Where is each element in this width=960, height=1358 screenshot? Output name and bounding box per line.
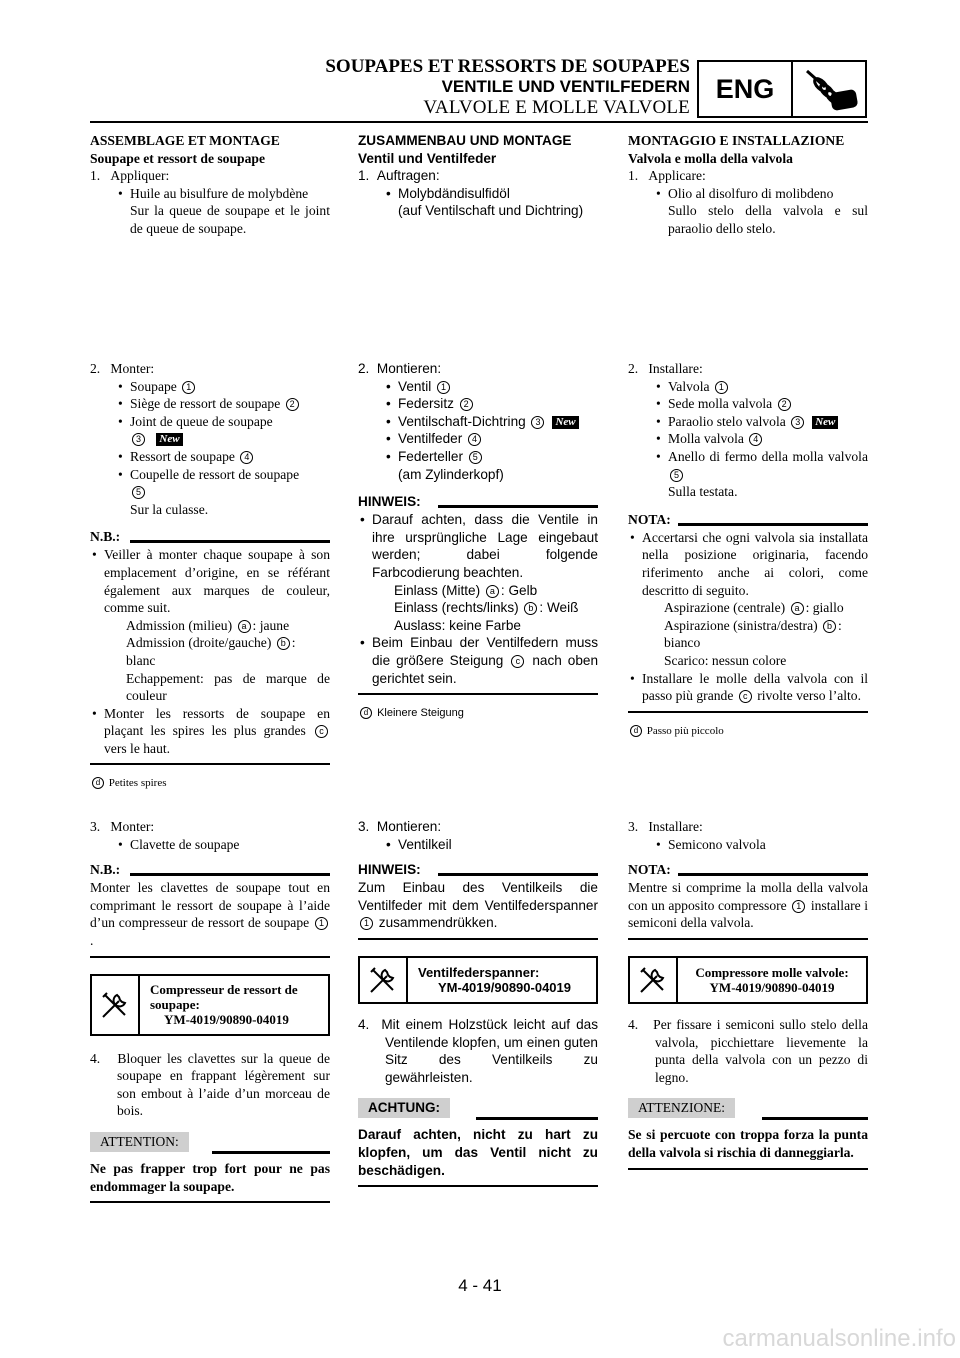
de-note-1: • Darauf achten, dass die Ventile in ihre ursprüngliche Lage eingebaut werden; dabei folgende Farbcodierung beachten. [358,511,598,581]
fr-note-1-exhaust: Echappement: pas de marque de couleur [126,670,330,704]
it-step-2-item-1: • Valvola 1 [628,378,868,396]
watermark: carmanualsonline.info [722,1325,956,1352]
fr-note-end-rule [90,763,330,765]
de-note-header: HINWEIS: [358,493,598,511]
fr-title: ASSEMBLAGE ET MONTAGE [90,133,280,148]
fr-step-2-item-1: • Soupape 1 [90,378,330,396]
header-title-it: VALVOLE E MOLLE VALVOLE [423,97,690,118]
de-step-2-item-3: • Ventilschaft-Dichtring 3 New [358,413,598,431]
page-number: 4 - 41 [458,1276,502,1295]
it-note-2: • Installare le molle della valvola con il passo più grande c rivolte verso l’alto. [628,670,868,705]
de-note-3: Zum Einbau des Ventilkeils die Ventilfeder mit dem Ventilfederspanner 1 zusammendrükken. [358,880,598,931]
fr-attention-header: ATTENTION: [90,1132,330,1152]
fr-note-3-header: N.B.: [90,861,330,879]
de-step-2-item-5: • Federteller 5 [358,448,598,466]
de-note-1-intake-side: Einlass (rechts/links) b : Weiß [394,600,579,616]
it-attention-body: Se si percuote con troppa forza la punta della valvola si rischia di danneggiarla. [628,1127,868,1160]
it-note-1-intake-side: Aspirazione (sinistra/destra) b : [664,617,842,633]
it-step-2-item-2: • Sede molla valvola 2 [628,395,868,413]
fr-step-2: 2. Monter: [90,361,155,376]
de-note-3-header: HINWEIS: [358,861,598,879]
fr-special-tool-box [90,974,330,1036]
fr-footnote: d Petites spires [90,775,330,793]
new-part-badge: New [812,416,838,429]
fr-step-3-item: • Clavette de soupape [90,836,330,854]
it-note-1-intake-side-color: bianco [664,635,701,651]
it-note-3: Mentre si comprime la molla della valvola con un apposito compressore 1 installare i semiconi della valvola. [628,880,869,931]
de-subtitle: Ventil und Ventilfeder [358,150,497,166]
header-rule [90,121,868,123]
de-step-4: 4. Mit einem Holzstück leicht auf das Ventilende klopfen, um einen guten Sitz des Ventilkeils zu gewährleisten. [358,1016,598,1085]
de-step-3-item: • Ventilkeil [358,836,598,854]
fr-attention-end-rule [90,1201,330,1203]
new-part-badge: New [156,433,182,446]
fr-step-2-item-5: • Coupelle de ressort de soupape 5 [90,466,330,501]
section-header [325,56,690,118]
it-note-1-intake-mid: Aspirazione (centrale) a : giallo [664,600,844,616]
fr-note-header: N.B.: [90,528,330,546]
it-note-header: NOTA: [628,511,868,529]
it-step-1: 1. Applicare: [628,168,706,184]
new-part-badge: New [552,416,578,429]
de-step-2-item-2: • Federsitz 2 [358,395,598,413]
de-attention-end-rule [358,1185,598,1187]
fr-note-1-intake-side: Admission (droite/gauche) b : [126,635,296,651]
it-attention-end-rule [628,1168,868,1170]
it-footnote: d Passo più piccolo [628,723,868,741]
header-title-fr: SOUPAPES ET RESSORTS DE SOUPAPES [325,56,690,77]
wrench-icon [360,958,408,1002]
language-badge [697,60,867,118]
it-attention-header: ATTENZIONE: [628,1098,868,1118]
it-title: MONTAGGIO E INSTALLAZIONE [628,133,845,148]
fr-step-2-detail: Sur la culasse. [130,501,209,517]
it-note-1: • Accertarsi che ogni valvola sia installata nella posizione originaria, facendo riferimento anche ai colori, come descritto di seguito. [628,529,868,599]
it-step-2-item-3: • Paraolio stelo valvola 3 New [628,413,868,431]
it-special-tool-box [628,956,868,1004]
wrench-icon [92,976,140,1034]
fr-note-1: • Veiller à monter chaque soupape à son emplacement d’origine, en se référant également aux marques de couleur, comme suit. [90,546,330,616]
it-step-2-detail: Sulla testata. [668,484,738,500]
it-note-3-header: NOTA: [628,861,868,879]
de-attention-header: ACHTUNG: [358,1098,598,1118]
fr-tool-label: Compresseur de ressort de soupape: YM-4019/90890-04019 [150,982,298,1028]
it-note-1-exhaust: Scarico: nessun colore [664,652,787,668]
it-subtitle: Valvola e molla della valvola [628,150,793,166]
de-note-2: • Beim Einbau der Ventilfedern muss die größere Steigung c nach oben gerichtet sein. [358,634,598,687]
fr-step-2-item-4: • Ressort de soupape 4 [90,448,330,466]
it-step-2: 2. Installare: [628,361,703,376]
fr-note-3: Monter les clavettes de soupape tout en comprimant le ressort de soupape à l’aide d’un compresseur de ressort de soupape 1. [90,880,330,948]
it-note-end-rule [628,711,868,713]
de-tool-label: Ventilfederspanner: YM-4019/90890-04019 [418,964,571,995]
fr-step-1-item: • Huile au bisulfure de molybdène [90,185,330,203]
fr-note-1-intake-mid: Admission (milieu) a : jaune [126,617,290,633]
de-title: ZUSAMMENBAU UND MONTAGE [358,133,572,148]
de-step-2-detail: (am Zylinderkopf) [398,466,504,482]
fr-step-1-detail: Sur la queue de soupape et le joint de queue de soupape. [130,203,330,236]
it-step-4: 4. Per fissare i semiconi sullo stelo della valvola, picchiettare lievemente la punta della valvola con un pezzo di legno. [628,1016,868,1085]
fr-step-3: 3. Monter: [90,819,155,834]
de-step-2: 2. Montieren: [358,361,442,376]
language-label: ENG [699,62,793,116]
it-step-3-item: • Semicono valvola [628,836,868,854]
de-note-end-rule [358,693,598,695]
de-step-3: 3. Montieren: [358,819,442,834]
fr-subtitle: Soupape et ressort de soupape [90,150,265,166]
de-note-1-exhaust: Auslass: keine Farbe [394,617,521,633]
fr-step-2-item-3: • Joint de queue de soupape 3 New [90,413,330,448]
de-step-2-item-1: • Ventil 1 [358,378,598,396]
header-title-de: VENTILE UND VENTILFEDERN [441,77,690,96]
de-step-2-item-4: • Ventilfeder 4 [358,430,598,448]
fr-step-1: 1. Appliquer: [90,168,170,184]
it-step-1-item: • Olio al disolfuro di molibdeno [628,185,868,203]
valve-spring-icon [793,62,865,116]
fr-note-2: • Monter les ressorts de soupape en plaçant les spires les plus grandes c vers le haut. [90,705,330,758]
de-step-1-item: • Molybdändisulfidöl [358,185,598,203]
fr-step-4: 4. Bloquer les clavettes sur la queue de soupape en frappant légèrement sur son embout à l’aide d’un morceau de bois. [90,1050,330,1119]
de-special-tool-box [358,956,598,1004]
fr-attention-body: Ne pas frapper trop fort pour ne pas endommager la soupape. [90,1160,330,1194]
de-step-1-detail: (auf Ventilschaft und Dichtring) [398,203,584,219]
de-footnote: d Kleinere Steigung [358,705,598,723]
it-step-1-detail: Sullo stelo della valvola e sul paraolio dello stelo. [668,203,868,236]
fr-note-1-intake-side-color: blanc [126,652,156,668]
wrench-icon [630,958,678,1002]
it-step-2-item-4: • Molla valvola 4 [628,430,868,448]
de-step-1: 1. Auftragen: [358,168,440,184]
it-step-3: 3. Installare: [628,819,703,834]
de-note-1-intake-mid: Einlass (Mitte) a : Gelb [394,582,538,598]
it-tool-label: Compressore molle valvole: YM-4019/90890-04019 [695,964,849,995]
de-attention-body: Darauf achten, nicht zu hart zu klopfen, um das Ventil nicht zu beschädigen. [358,1127,598,1178]
it-step-2-item-5: • Anello di fermo della molla valvola 5 [628,448,868,483]
fr-step-2-item-2: • Siège de ressort de soupape 2 [90,395,330,413]
